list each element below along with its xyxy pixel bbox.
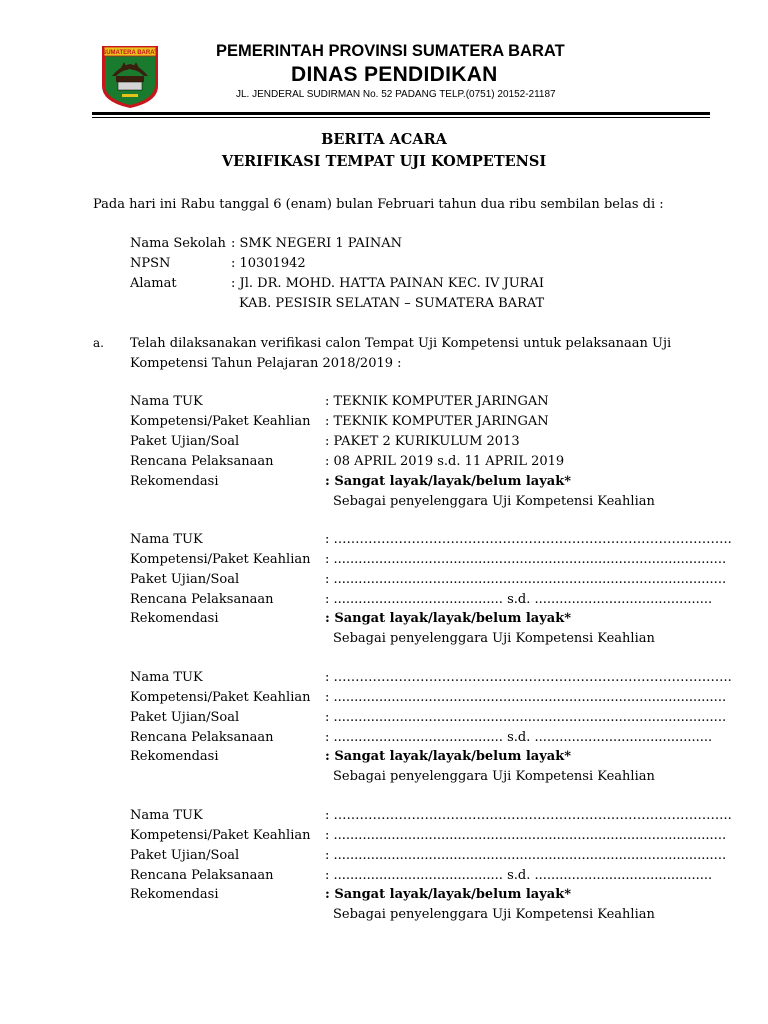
rencana-value: : ......................................... s.d. ........................................... bbox=[325, 730, 713, 745]
point-a-line1: Telah dilaksanakan verifikasi calon Tempat Uji Kompetensi untuk pelaksanaan Uji bbox=[130, 336, 672, 351]
school-name-label: Nama Sekolah bbox=[130, 236, 226, 251]
paket-value: : ............................................................................................... bbox=[325, 710, 727, 725]
sumatera-barat-logo bbox=[98, 42, 162, 110]
paket-label: Paket Ujian/Soal bbox=[130, 434, 240, 449]
nama-tuk-label: Nama TUK bbox=[130, 532, 203, 547]
nama-tuk-label: Nama TUK bbox=[130, 394, 203, 409]
nama-tuk-value: : TEKNIK KOMPUTER JARINGAN bbox=[325, 394, 549, 409]
nama-tuk-value: : ……………………………………………………………………………….. bbox=[325, 808, 732, 823]
paket-label: Paket Ujian/Soal bbox=[130, 848, 240, 863]
paket-value: : ............................................................................................... bbox=[325, 572, 727, 587]
rencana-value: : 08 APRIL 2019 s.d. 11 APRIL 2019 bbox=[325, 454, 565, 469]
point-marker: a. bbox=[93, 336, 104, 350]
kompetensi-label: Kompetensi/Paket Keahlian bbox=[130, 414, 311, 429]
kompetensi-value: : ............................................................................................... bbox=[325, 690, 727, 705]
letterhead-office: DINAS PENDIDIKAN bbox=[291, 63, 498, 86]
rekomendasi-value: : Sangat layak/layak/belum layak* bbox=[325, 749, 571, 764]
kompetensi-value: : ............................................................................................... bbox=[325, 828, 727, 843]
penyelenggara-note: Sebagai penyelenggara Uji Kompetensi Keahlian bbox=[333, 631, 655, 646]
rencana-label: Rencana Pelaksanaan bbox=[130, 592, 274, 607]
paket-value: : PAKET 2 KURIKULUM 2013 bbox=[325, 434, 520, 449]
school-name-value: : SMK NEGERI 1 PAINAN bbox=[231, 236, 402, 251]
address-label: Alamat bbox=[130, 276, 177, 291]
point-a-line2: Kompetensi Tahun Pelajaran 2018/2019 : bbox=[130, 356, 402, 371]
rencana-value: : ......................................... s.d. ........................................... bbox=[325, 592, 713, 607]
document-title: BERITA ACARA bbox=[321, 131, 447, 148]
npsn-label: NPSN bbox=[130, 256, 171, 271]
rencana-label: Rencana Pelaksanaan bbox=[130, 868, 274, 883]
letterhead-rule-thick bbox=[92, 112, 710, 115]
kompetensi-label: Kompetensi/Paket Keahlian bbox=[130, 828, 311, 843]
kompetensi-label: Kompetensi/Paket Keahlian bbox=[130, 690, 311, 705]
rekomendasi-value: : Sangat layak/layak/belum layak* bbox=[325, 887, 571, 902]
rekomendasi-label: Rekomendasi bbox=[130, 749, 219, 764]
rekomendasi-value: : Sangat layak/layak/belum layak* bbox=[325, 474, 571, 489]
document-subtitle: VERIFIKASI TEMPAT UJI KOMPETENSI bbox=[221, 153, 547, 170]
kompetensi-label: Kompetensi/Paket Keahlian bbox=[130, 552, 311, 567]
rekomendasi-label: Rekomendasi bbox=[130, 474, 219, 489]
address-value-line1: : Jl. DR. MOHD. HATTA PAINAN KEC. IV JURAI bbox=[231, 276, 544, 291]
letterhead-rule-thin bbox=[92, 117, 710, 118]
kompetensi-value: : ............................................................................................... bbox=[325, 552, 727, 567]
nama-tuk-label: Nama TUK bbox=[130, 670, 203, 685]
npsn-value: : 10301942 bbox=[231, 256, 306, 271]
address-value-line2: KAB. PESISIR SELATAN – SUMATERA BARAT bbox=[239, 296, 545, 311]
nama-tuk-value: : ……………………………………………………………………………….. bbox=[325, 532, 732, 547]
penyelenggara-note: Sebagai penyelenggara Uji Kompetensi Keahlian bbox=[333, 907, 655, 922]
paket-label: Paket Ujian/Soal bbox=[130, 710, 240, 725]
paket-label: Paket Ujian/Soal bbox=[130, 572, 240, 587]
rencana-label: Rencana Pelaksanaan bbox=[130, 454, 274, 469]
rencana-value: : ......................................... s.d. ........................................... bbox=[325, 868, 713, 883]
intro-paragraph: Pada hari ini Rabu tanggal 6 (enam) bulan Februari tahun dua ribu sembilan belas di : bbox=[93, 197, 664, 212]
rencana-label: Rencana Pelaksanaan bbox=[130, 730, 274, 745]
rekomendasi-value: : Sangat layak/layak/belum layak* bbox=[325, 611, 571, 626]
logo-banner-text: SUMATERA BARAT bbox=[102, 50, 158, 56]
kompetensi-value: : TEKNIK KOMPUTER JARINGAN bbox=[325, 414, 549, 429]
rekomendasi-label: Rekomendasi bbox=[130, 887, 219, 902]
letterhead-address: JL. JENDERAL SUDIRMAN No. 52 PADANG TELP.(0751) 20152-21187 bbox=[236, 89, 556, 100]
nama-tuk-value: : ……………………………………………………………………………….. bbox=[325, 670, 732, 685]
rekomendasi-label: Rekomendasi bbox=[130, 611, 219, 626]
nama-tuk-label: Nama TUK bbox=[130, 808, 203, 823]
penyelenggara-note: Sebagai penyelenggara Uji Kompetensi Keahlian bbox=[333, 769, 655, 784]
paket-value: : ............................................................................................... bbox=[325, 848, 727, 863]
penyelenggara-note: Sebagai penyelenggara Uji Kompetensi Keahlian bbox=[333, 494, 655, 509]
letterhead-government: PEMERINTAH PROVINSI SUMATERA BARAT bbox=[216, 42, 565, 60]
